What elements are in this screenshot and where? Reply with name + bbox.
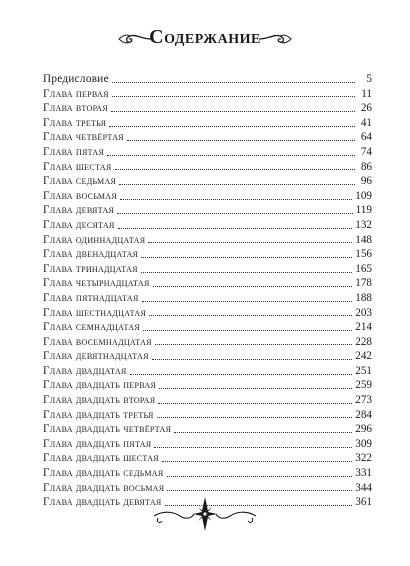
toc-entry-page: 344	[355, 481, 372, 494]
dot-leader	[109, 126, 355, 127]
toc-entry-label: Глава двадцать восьмая	[43, 481, 165, 494]
dot-leader	[112, 82, 355, 83]
toc-entry	[43, 101, 372, 116]
toc-entry-label: Глава восьмая	[43, 189, 118, 202]
toc-entry-page: 178	[355, 277, 372, 290]
toc-entry-page: 296	[355, 423, 372, 436]
dot-leader	[120, 199, 352, 200]
dot-leader	[127, 140, 355, 141]
dot-leader	[117, 213, 352, 214]
dot-leader	[112, 96, 355, 97]
toc-entry-page: 109	[355, 189, 372, 202]
compass-rose-ornament-icon	[150, 494, 260, 534]
toc-entry-page: 322	[355, 452, 372, 465]
toc-entry-label: Глава двадцать девятая	[43, 496, 162, 509]
dot-leader	[167, 490, 352, 491]
toc-entry-label: Глава двенадцатая	[43, 248, 139, 261]
toc-entry-label: Глава первая	[43, 87, 109, 100]
toc-entry-label: Глава четырнадцатая	[43, 277, 150, 290]
toc-entry-label: Глава двадцать шестая	[43, 452, 159, 465]
toc-entry-page: 132	[355, 218, 372, 231]
toc-entry-label: Глава одиннадцатая	[43, 233, 146, 246]
toc-entry-page: 64	[360, 131, 372, 144]
toc-entry-page: 188	[355, 291, 372, 304]
toc-entry	[43, 72, 372, 87]
toc-entry	[43, 233, 372, 248]
dot-leader	[141, 257, 352, 258]
toc-entry-page: 361	[355, 496, 372, 509]
toc-entry-label: Глава шестнадцатая	[43, 306, 147, 319]
toc-entry	[43, 87, 372, 102]
toc-entry	[43, 378, 372, 393]
dot-leader	[162, 461, 352, 462]
toc-entry-label: Глава седьмая	[43, 175, 117, 188]
dot-leader	[155, 344, 352, 345]
toc-entry-page: 148	[355, 233, 372, 246]
page-title: Содержание	[149, 26, 261, 48]
toc-entry	[43, 291, 372, 306]
toc-entry-label: Глава восемнадцатая	[43, 335, 152, 348]
toc-entry	[43, 145, 372, 160]
toc-entry-label: Глава двадцать первая	[43, 379, 157, 392]
toc-entry	[43, 262, 372, 277]
dot-leader	[153, 286, 353, 287]
toc-entry-page: 284	[355, 408, 372, 421]
toc-entry-page: 203	[355, 306, 372, 319]
toc-entry-page: 331	[355, 467, 372, 480]
toc-entry-label: Глава третья	[43, 116, 107, 129]
dot-leader	[107, 155, 355, 156]
toc-entry	[43, 422, 372, 437]
dot-leader	[119, 184, 355, 185]
toc-entry-page: 273	[355, 394, 372, 407]
dot-leader	[141, 272, 352, 273]
toc-entry	[43, 174, 372, 189]
toc-entry-label: Глава пятая	[43, 145, 105, 158]
toc-entry-label: Глава десятая	[43, 218, 115, 231]
toc-entry	[43, 349, 372, 364]
toc-entry-page: 259	[355, 379, 372, 392]
dot-leader	[142, 301, 353, 302]
toc-entry	[43, 160, 372, 175]
toc-entry-label: Глава двадцать третья	[43, 408, 154, 421]
toc-entry-label: Глава двадцать четвёртая	[43, 423, 172, 436]
toc-entry-page: 242	[355, 350, 372, 363]
toc-entry	[43, 393, 372, 408]
toc-entry-page: 11	[361, 87, 372, 100]
dot-leader	[167, 476, 353, 477]
toc-entry-page: 156	[355, 248, 372, 261]
dot-leader	[158, 403, 352, 404]
toc-entry	[43, 320, 372, 335]
dot-leader	[152, 359, 352, 360]
toc-entry-label: Глава двадцатая	[43, 364, 127, 377]
dot-leader	[130, 374, 353, 375]
dot-leader	[111, 111, 355, 112]
dot-leader	[174, 432, 352, 433]
toc-entry	[43, 247, 372, 262]
toc-entry	[43, 437, 372, 452]
dot-leader	[115, 169, 355, 170]
dot-leader	[154, 447, 352, 448]
toc-entry-page: 214	[355, 321, 372, 334]
toc-entry-label: Глава девятая	[43, 204, 115, 217]
toc-entry-page: 165	[355, 262, 372, 275]
table-of-contents	[43, 72, 372, 510]
toc-entry	[43, 306, 372, 321]
toc-entry-page: 96	[360, 175, 372, 188]
toc-entry-label: Глава четвёртая	[43, 131, 124, 144]
toc-entry-label: Глава двадцать пятая	[43, 437, 152, 450]
toc-entry-page: 41	[360, 116, 372, 129]
toc-entry-label: Глава двадцать седьмая	[43, 467, 164, 480]
toc-entry-page: 74	[360, 145, 372, 158]
toc-entry-label: Глава девятнадцатая	[43, 350, 149, 363]
toc-entry	[43, 364, 372, 379]
toc-entry	[43, 408, 372, 423]
toc-entry-label: Глава шестая	[43, 160, 112, 173]
toc-entry-label: Предисловие	[43, 73, 109, 85]
title-row	[0, 24, 410, 58]
right-flourish-icon	[258, 32, 292, 46]
dot-leader	[148, 242, 352, 243]
toc-entry-page: 26	[360, 102, 372, 115]
toc-entry-page: 309	[355, 437, 372, 450]
toc-entry	[43, 276, 372, 291]
dot-leader	[149, 315, 352, 316]
toc-entry-page: 86	[360, 160, 372, 173]
toc-entry	[43, 466, 372, 481]
toc-entry-page: 119	[355, 204, 372, 217]
toc-entry-page: 228	[355, 335, 372, 348]
dot-leader	[118, 228, 353, 229]
toc-entry-page: 5	[366, 73, 372, 85]
toc-entry-label: Глава пятнадцатая	[43, 291, 139, 304]
toc-entry-label: Глава семнадцатая	[43, 321, 140, 334]
toc-entry-label: Глава двадцать вторая	[43, 394, 156, 407]
toc-entry	[43, 189, 372, 204]
toc-entry	[43, 335, 372, 350]
dot-leader	[159, 388, 352, 389]
toc-entry	[43, 116, 372, 131]
toc-entry	[43, 218, 372, 233]
toc-entry-label: Глава тринадцатая	[43, 262, 138, 275]
toc-entry	[43, 203, 372, 218]
dot-leader	[143, 330, 352, 331]
toc-entry	[43, 130, 372, 145]
toc-entry	[43, 451, 372, 466]
toc-entry-label: Глава вторая	[43, 102, 109, 115]
toc-entry-page: 251	[355, 364, 372, 377]
dot-leader	[157, 417, 353, 418]
